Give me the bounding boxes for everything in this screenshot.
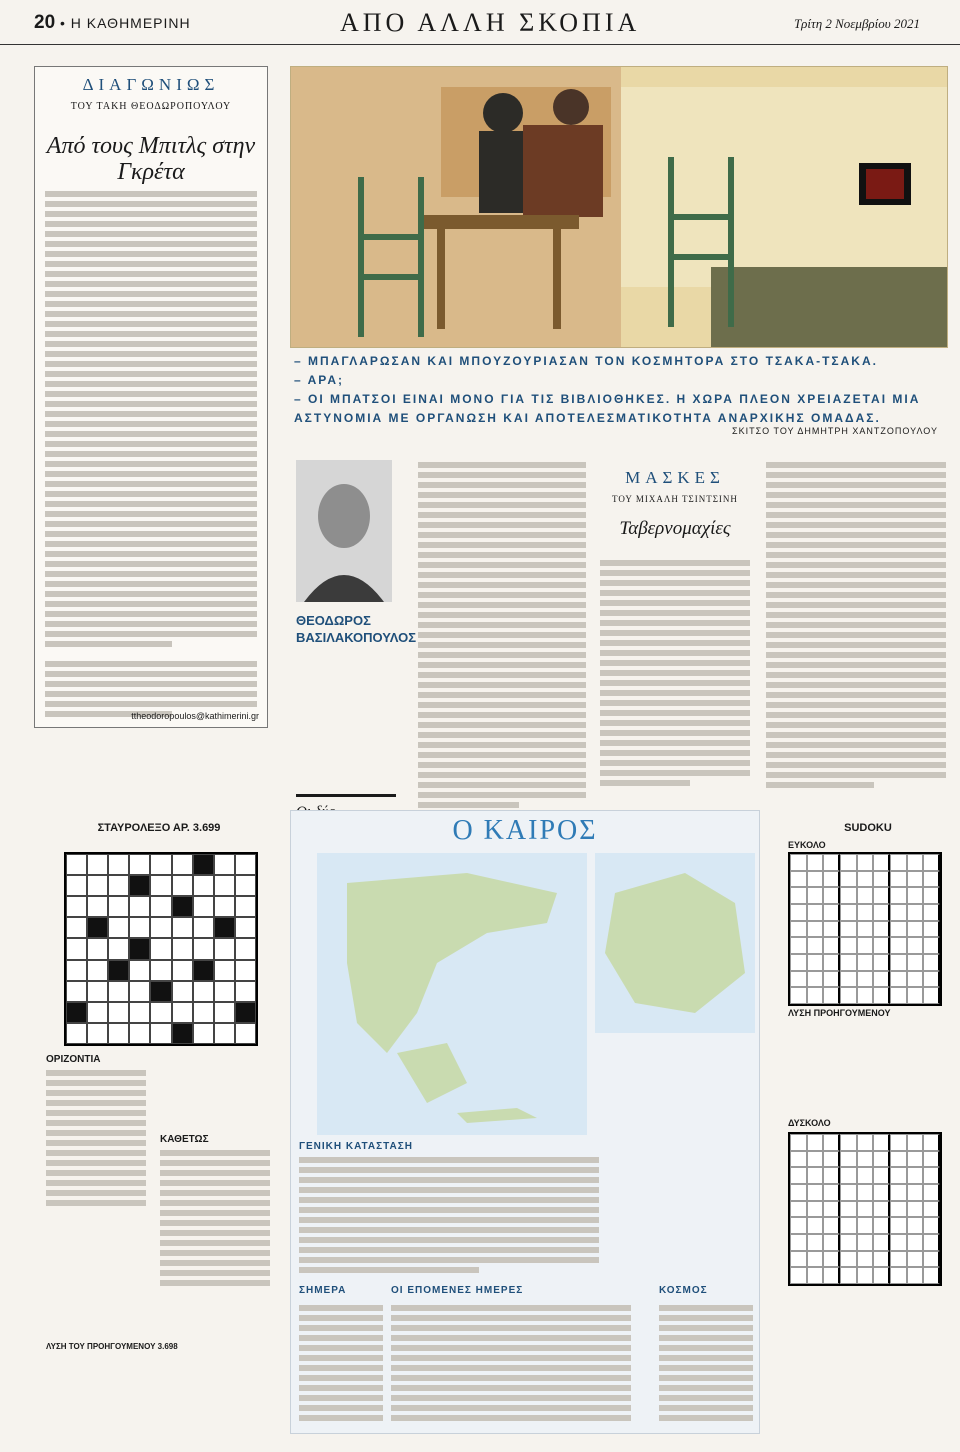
- author-last-name: ΒΑΣΙΛΑΚΟΠΟΥΛΟΣ: [296, 630, 417, 645]
- author-photo: [296, 460, 392, 602]
- caption-line: – ΑΡΑ;: [294, 373, 345, 387]
- section-title: ΑΠΟ ΑΛΛΗ ΣΚΟΠΙΑ: [340, 8, 641, 37]
- general-situation-heading: ΓΕΝΙΚΗ ΚΑΤΑΣΤΑΣΗ: [299, 1141, 413, 1152]
- world-heading: ΚΟΣΜΟΣ: [659, 1285, 708, 1296]
- down-heading: ΚΑΘΕΤΩΣ: [160, 1134, 209, 1145]
- cartoon-drawing: [291, 67, 947, 347]
- article-body: [418, 462, 586, 812]
- general-situation-body: [299, 1157, 599, 1277]
- sudoku-hard-label: ΔΥΣΚΟΛΟ: [788, 1118, 831, 1128]
- cartoon-caption: [294, 352, 944, 428]
- caption-line: – ΜΠΑΓΛΑΡΩΣΑΝ ΚΑΙ ΜΠΟΥΖΟΥΡΙΑΣΑΝ ΤΟΝ ΚΟΣΜΗΤΟΡΑ ΣΤΟ ΤΣΑΚΑ-ΤΣΑΚΑ.: [294, 354, 878, 368]
- caption-line: – ΟΙ ΜΠΑΤΣΟΙ ΕΙΝΑΙ ΜΟΝΟ ΓΙΑ ΤΙΣ ΒΙΒΛΙΟΘΗΚΕΣ. Η ΧΩΡΑ ΠΛΕΟΝ ΧΡΕΙΑΖΕΤΑΙ ΜΙΑ ΑΣΤΥΝΟΜΙΑ ΜΕ ΟΡΓΑΝΩΣΗ ΚΑΙ ΑΠΟΤΕΛΕΣΜΑΤΙΚΟΤΗΤΑ ΑΝΑΡΧΙΚΗΣ ΟΜΑΔΑΣ.: [294, 392, 921, 425]
- paper-name: • Η ΚΑΘΗΜΕΡΙΝΗ: [60, 15, 191, 31]
- article-body: [600, 560, 750, 790]
- weather-title: Ο ΚΑΙΡΟΣ: [452, 815, 598, 846]
- sudoku-easy-label: ΕΥΚΟΛΟ: [788, 840, 826, 850]
- issue-date: Τρίτη 2 Νοεμβρίου 2021: [793, 16, 920, 31]
- sudoku: [788, 822, 948, 1432]
- down-clues: [160, 1150, 270, 1290]
- author-first-name: ΘΕΟΔΩΡΟΣ: [296, 613, 371, 628]
- cartoon-illustration: [290, 66, 948, 348]
- page-number: 20: [34, 12, 56, 33]
- author-name: [296, 612, 417, 646]
- europe-weather-map: [595, 853, 755, 1033]
- crossword-grid: [64, 852, 258, 1046]
- across-clues: [46, 1070, 146, 1210]
- article-body: [45, 191, 257, 721]
- greece-weather-map: [317, 853, 587, 1135]
- column-byline: ΤΟΥ ΜΙΧΑΛΗ ΤΣΙΝΤΣΙΝΗ: [612, 494, 738, 504]
- sudoku-prev-label: ΛΥΣΗ ΠΡΟΗΓΟΥΜΕΝΟΥ: [788, 1008, 891, 1018]
- forecast-table: [391, 1305, 631, 1425]
- column-diagonios: [34, 66, 268, 728]
- article-headline: Από τους Μπιτλς στην Γκρέτα: [46, 133, 256, 185]
- sudoku-hard-grid: [788, 1132, 942, 1286]
- prev-solution-title: ΛΥΣΗ ΤΟΥ ΠΡΟΗΓΟΥΜΕΝΟΥ 3.698: [46, 1342, 178, 1351]
- today-heading: ΣΗΜΕΡΑ: [299, 1285, 347, 1296]
- sudoku-easy-grid: [788, 852, 942, 1006]
- cartoon-credit: ΣΚΙΤΣΟ ΤΟΥ ΔΗΜΗΤΡΗ ΧΑΝΤΖΟΠΟΥΛΟΥ: [732, 426, 938, 436]
- column-rubric: ΜΑΣΚΕΣ: [625, 468, 725, 487]
- column-byline: ΤΟΥ ΤΑΚΗ ΘΕΟΔΩΡΟΠΟΥΛΟΥ: [70, 101, 232, 112]
- author-portrait: [296, 460, 392, 602]
- weather-panel: [290, 810, 760, 1434]
- article-body: [766, 462, 946, 792]
- europe-map: [595, 853, 755, 1033]
- crossword-title: ΣΤΑΥΡΟΛΕΞΟ ΑΡ. 3.699: [97, 822, 221, 834]
- across-heading: ΟΡΙΖΟΝΤΙΑ: [46, 1054, 101, 1065]
- author-email: ttheodoropoulos@kathimerini.gr: [131, 711, 259, 721]
- greece-map: [317, 853, 587, 1135]
- crossword: [34, 822, 284, 1432]
- column-rubric: ΔΙΑΓΩΝΙΩΣ: [82, 75, 220, 94]
- article-headline: Ταβερνομαχίες: [619, 518, 731, 539]
- sudoku-title: SUDOKU: [844, 822, 892, 834]
- masthead: [0, 0, 960, 45]
- next-days-heading: ΟΙ ΕΠΟΜΕΝΕΣ ΗΜΕΡΕΣ: [391, 1285, 524, 1296]
- today-table: [299, 1305, 383, 1425]
- world-table: [659, 1305, 753, 1425]
